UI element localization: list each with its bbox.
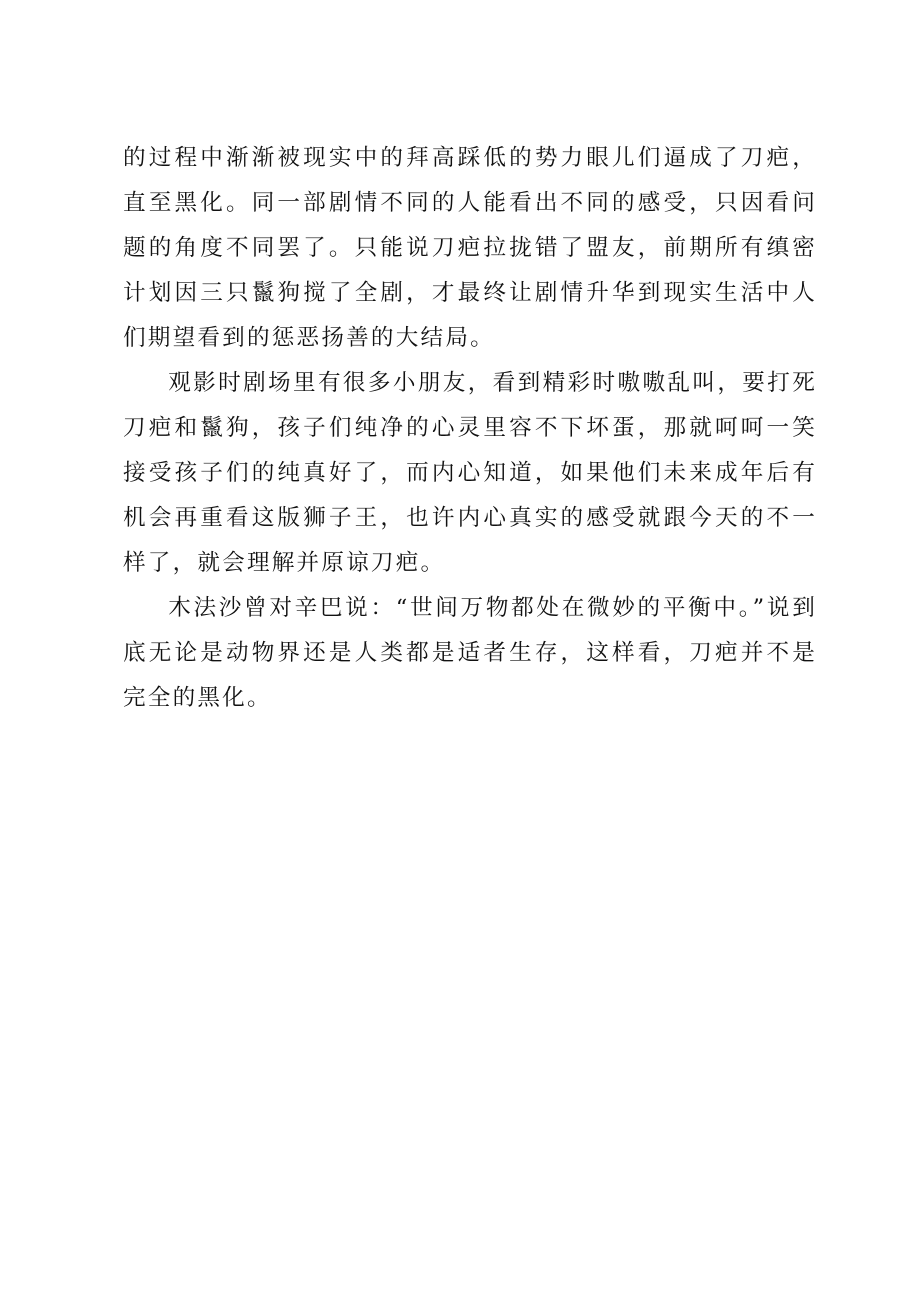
paragraph-continued: 的过程中渐渐被现实中的拜高踩低的势力眼儿们逼成了刀疤，直至黑化。同一部剧情不同的人能看出不同的感受，只因看问题的角度不同罢了。只能说刀疤拉拢错了盟友，前期所有缜密计划因三只鬣狗搅了全剧，才最终让剧情升华到现实生活中人们期望看到的惩恶扬善的大结局。: [123, 145, 817, 351]
paragraph-theater: 观影时剧场里有很多小朋友，看到精彩时嗷嗷乱叫，要打死刀疤和鬣狗，孩子们纯净的心灵里容不下坏蛋，那就呵呵一笑接受孩子们的纯真好了，而内心知道，如果他们未来成年后有机会再重看这版狮子王，也许内心真实的感受就跟今天的不一样了，就会理解并原谅刀疤。: [123, 370, 817, 576]
paragraph-balance-quote: 木法沙曾对辛巴说：“世间万物都处在微妙的平衡中。”说到底无论是动物界还是人类都是适者生存，这样看，刀疤并不是完全的黑化。: [123, 595, 817, 711]
document-body: [123, 136, 817, 721]
